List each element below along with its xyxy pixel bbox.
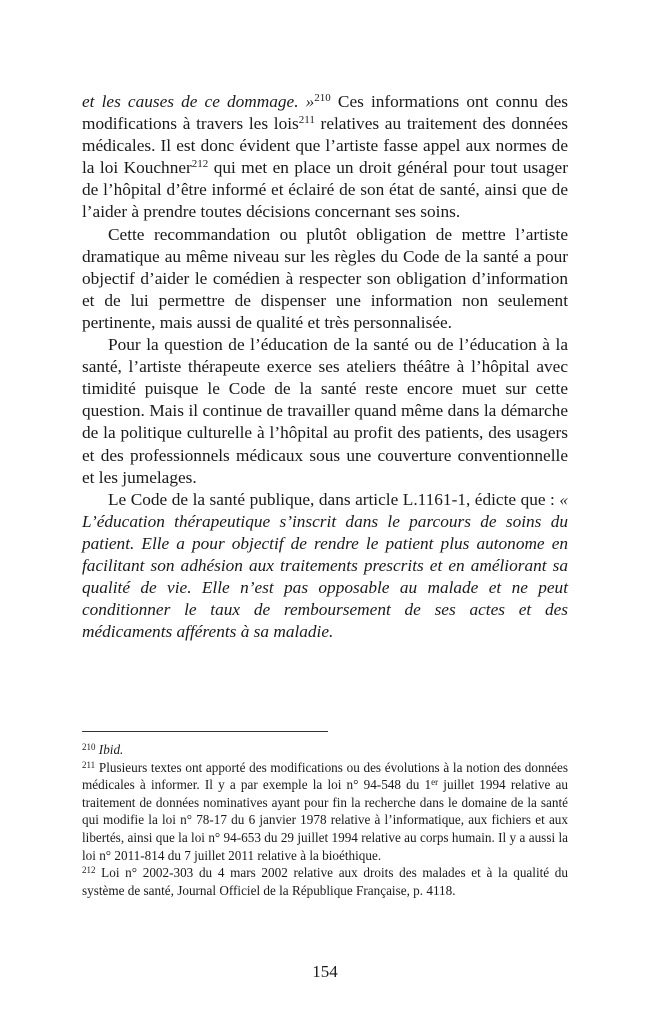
footnote-212	[82, 864, 568, 899]
footnote-text-a: Plusieurs textes ont apporté des modifications ou des évolutions à la notion des données médicales à informer. Il y a par exemple la loi n° 94-548 du 1	[82, 759, 568, 793]
page-number: 154	[312, 962, 338, 981]
quote-ending: et les causes de ce dommage. »	[82, 92, 315, 111]
footnote-text: Loi n° 2002-303 du 4 mars 2002 relative aux droits des malades et à la qualité du système de santé, Journal Officiel de la République Française, p. 4118.	[82, 865, 568, 898]
footnote-ref-212[interactable]: 212	[191, 158, 209, 171]
paragraph-4	[82, 489, 568, 644]
paragraph-1-text-c: qui met en place un droit général pour tout usager de l’hôpital d’être informé et éclairé de son état de santé, ainsi que de l’aider à prendre toutes décisions concernant ses soins.	[82, 158, 568, 222]
footnote-separator	[82, 731, 328, 732]
footnote-number: 211	[82, 759, 96, 770]
paragraph-1-text-a: Ces informations ont connu des modifications à travers les lois	[82, 92, 568, 134]
footnote-ref-210[interactable]: 210	[314, 92, 331, 104]
ordinal-suffix: er	[431, 777, 439, 788]
footnote-number: 210	[82, 742, 96, 752]
footnote-text: Ibid.	[98, 742, 124, 757]
footnote-211	[82, 759, 568, 865]
main-text	[82, 91, 568, 643]
paragraph-4-intro: Le Code de la santé publique, dans article L.1161-1, édicte que :	[108, 489, 560, 509]
paragraph-2: Cette recommandation ou plutôt obligation de mettre l’artiste dramatique au même niveau sur les règles du Code de la santé a pour objectif d’aider le comédien à respecter son obligation d’information et de lui permettre de dispenser une information non seulement pertinente, mais aussi de qualité et très personnalisée.	[82, 224, 568, 332]
footnote-text-b: juillet 1994 relative au traitement de données nominatives ayant pour fin la recherche dans le domaine de la santé qui modifie la loi n° 78-17 du 6 janvier 1978 relative à l’informatique, aux fichiers et aux libertés, ainsi que la loi n° 94-653 du 29 juillet 1994 relative au corps humain. Il y a aussi la loi n° 2011-814 du 7 juillet 2011 relative à la bioéthique.	[82, 777, 568, 863]
footnote-ref-211[interactable]: 211	[298, 114, 315, 127]
code-quotation: « L’éducation thérapeutique s’inscrit dans le parcours de soins du patient. Elle a pour objectif de rendre le patient plus autonome en facilitant son adhésion aux traitements prescrits et en améliorant sa qualité de vie. Elle n’est pas opposable au malade et ne peut conditionner le taux de remboursement de ses actes et des médicaments afférents à sa maladie.	[82, 489, 568, 642]
footnote-number: 212	[82, 865, 96, 876]
paragraph-1	[82, 91, 568, 224]
paragraph-3: Pour la question de l’éducation de la santé ou de l’éducation à la santé, l’artiste thérapeute exerce ses ateliers théâtre à l’hôpital avec timidité puisque le Code de la santé reste encore muet sur cette question. Mais il continue de travailler quand même dans la démarche de la politique culturelle à l’hôpital au profit des patients, des usagers et des professionnels médicaux sous une couverture conventionnelle et les jumelages.	[82, 335, 568, 487]
footnote-210	[82, 741, 568, 759]
footnotes	[82, 741, 568, 899]
paragraph-1-text-b: relatives au traitement des données médicales. Il est donc évident que l’artiste fasse appel aux normes de la loi Kouchner	[82, 114, 568, 178]
